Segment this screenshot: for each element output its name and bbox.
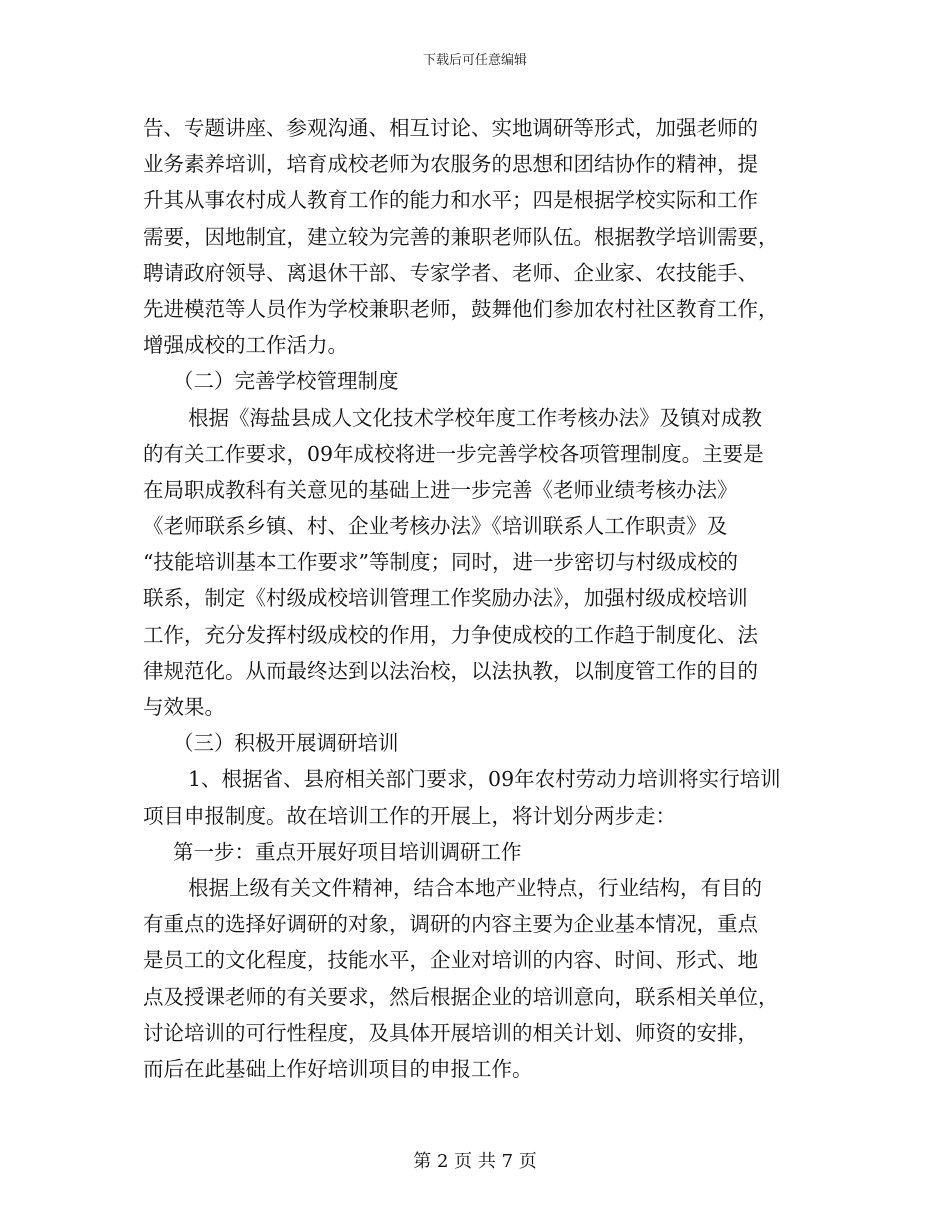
text-line: 根据《海盐县成人文化技术学校年度工作考核办法》及镇对成教 bbox=[188, 405, 762, 430]
text-line: 告、专题讲座、参观沟通、相互讨论、实地调研等形式，加强老师的 bbox=[143, 116, 758, 140]
text-line: 是员工的文化程度，技能水平，企业对培训的内容、时间、形式、地 bbox=[143, 948, 758, 973]
text-line: 的有关工作要求，09年成校将进一步完善学校各项管理制度。主要是 bbox=[143, 441, 764, 466]
text-line: 聘请政府领导、离退休干部、专家学者、老师、企业家、农技能手、 bbox=[143, 260, 758, 285]
text-line: 1、根据省、县府相关部门要求，09年农村劳动力培训将实行培训 bbox=[188, 767, 781, 792]
document-body bbox=[143, 110, 813, 1087]
text-line: 联系，制定《村级成校培训管理工作奖励办法》，加强村级成校培训 bbox=[143, 586, 748, 611]
text-line: 第一步：重点开展好项目培训调研工作 bbox=[173, 839, 522, 864]
text-line: 工作，充分发挥村级成校的作用，力争使成校的工作趋于制度化、法 bbox=[143, 622, 758, 647]
text-line: 而后在此基础上作好培训项目的申报工作。 bbox=[143, 1056, 533, 1081]
text-line: 根据上级有关文件精神，结合本地产业特点，行业结构，有目的 bbox=[188, 875, 762, 900]
text-line: （二）完善学校管理制度 bbox=[173, 369, 399, 394]
text-line: 先进模范等人员作为学校兼职老师，鼓舞他们参加农村社区教育工作， bbox=[143, 296, 779, 321]
text-line: 《老师联系乡镇、村、企业考核办法》《培训联系人工作职责》及 bbox=[143, 514, 728, 539]
text-line: 增强成校的工作活力。 bbox=[143, 333, 348, 358]
text-line: 在局职成教科有关意见的基础上进一步完善《老师业绩考核办法》 bbox=[143, 477, 738, 502]
text-line: 律规范化。从而最终达到以法治校，以法执教，以制度管工作的目的 bbox=[143, 658, 758, 683]
text-line: （三）积极开展调研培训 bbox=[173, 731, 399, 756]
text-line: 业务素养培训，培育成校老师为农服务的思想和团结协作的精神，提 bbox=[143, 152, 758, 177]
text-line: 点及授课老师的有关要求，然后根据企业的培训意向，联系相关单位， bbox=[143, 984, 779, 1009]
page-header: 下载后可任意编辑 bbox=[422, 53, 527, 68]
text-line: 讨论培训的可行性程度，及具体开展培训的相关计划、师资的安排， bbox=[143, 1020, 758, 1045]
text-line: “技能培训基本工作要求”等制度；同时，进一步密切与村级成校的 bbox=[143, 550, 738, 575]
text-line: 与效果。 bbox=[143, 695, 225, 719]
text-line: 需要，因地制宜，建立较为完善的兼职老师队伍。根据教学培训需要， bbox=[143, 224, 779, 249]
text-line: 项目申报制度。故在培训工作的开展上，将计划分两步走： bbox=[143, 803, 676, 828]
text-line: 升其从事农村成人教育工作的能力和水平；四是根据学校实际和工作 bbox=[143, 188, 758, 213]
page-footer: 第 2 页 共 7 页 bbox=[413, 1151, 537, 1172]
text-line: 有重点的选择好调研的对象，调研的内容主要为企业基本情况，重点 bbox=[143, 912, 758, 937]
